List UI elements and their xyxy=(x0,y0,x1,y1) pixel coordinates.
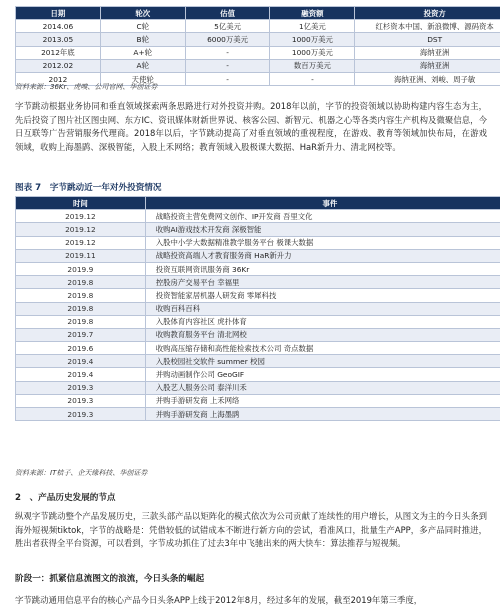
funding-table xyxy=(15,6,500,86)
table-cell: 并购动画制作公司 GeoGIF xyxy=(145,368,500,381)
table-row xyxy=(16,59,500,72)
table-cell: 2014.06 xyxy=(16,20,101,33)
investment-paragraph: 字节跳动根据业务协同和垂直领域探索两条思路进行对外投资并购。2018年以前，字节的投资领域以协助构建内容生态为主，先后投资了图片社区图虫网、东方IC、资讯媒体财新世界说、核客公园、新智元、机器之心等各类内容生产机构及微聚信息，今日互联等广告营销服务代理商。2018年以后，字节跳动提高了对垂直领域的重视程度，在游戏、教育等领域加快布局，在游戏领域，收购上海墨鹍、深极智能，入股上禾网络；教育领域入股极课大数据、HaR新升力、清北网校等。 xyxy=(15,101,487,152)
table-row xyxy=(16,355,500,368)
table-row xyxy=(16,249,500,262)
table-cell: 数百万美元 xyxy=(270,59,355,72)
events-table-header xyxy=(16,197,500,210)
table-cell: 1亿美元 xyxy=(270,20,355,33)
table-cell: DST xyxy=(355,33,500,46)
table-row xyxy=(16,394,500,407)
col-round-header: 轮次 xyxy=(100,7,185,20)
table-cell: 2019.4 xyxy=(16,355,146,368)
table-cell: - xyxy=(185,46,270,59)
table-cell: 2019.12 xyxy=(16,236,146,249)
table-cell: 收购高压缩存储和高性能检索技术公司 奇点数据 xyxy=(145,342,500,355)
table-cell: 红杉资本中国、新浪微博、源码资本 xyxy=(355,20,500,33)
stage-heading: 阶段一：抓紧信息流图文的浪流，今日头条的崛起 xyxy=(15,574,205,584)
table-row xyxy=(16,210,500,223)
table-cell: 投资智能家居机器人研发商 零犀科技 xyxy=(145,289,500,302)
table-row xyxy=(16,408,500,421)
table-cell: 2019.4 xyxy=(16,368,146,381)
table-cell: C轮 xyxy=(100,20,185,33)
table-cell: 2019.9 xyxy=(16,262,146,275)
col-valuation-header: 估值 xyxy=(185,7,270,20)
table-row xyxy=(16,33,500,46)
table1-source: 资料来源：36Kr、虎嗅、公司官网、华创证券 xyxy=(15,83,158,91)
figure-caption: 图表 7 字节跳动近一年对外投资情况 xyxy=(15,183,162,193)
table-row xyxy=(16,315,500,328)
table-row xyxy=(16,276,500,289)
table-row xyxy=(16,342,500,355)
table-row xyxy=(16,302,500,315)
table-cell: 6000万美元 xyxy=(185,33,270,46)
table-cell: A轮 xyxy=(100,59,185,72)
table-cell: 海纳亚洲 xyxy=(355,59,500,72)
table2-source: 资料来源：IT桔子、企天缘科技、华创证券 xyxy=(15,469,148,477)
table-cell: A+轮 xyxy=(100,46,185,59)
table-cell: 2019.8 xyxy=(16,302,146,315)
table-cell: - xyxy=(270,72,355,85)
col-investor-header: 投资方 xyxy=(355,7,500,20)
col-date-header: 日期 xyxy=(16,7,101,20)
table-cell: 海纳亚洲 xyxy=(355,46,500,59)
table-cell: 2019.3 xyxy=(16,381,146,394)
table-cell: - xyxy=(185,72,270,85)
table-cell: 2019.12 xyxy=(16,223,146,236)
table-cell: 收购百科百科 xyxy=(145,302,500,315)
table-cell: 2019.11 xyxy=(16,249,146,262)
table-row xyxy=(16,20,500,33)
table-cell: 5亿美元 xyxy=(185,20,270,33)
funding-table-header xyxy=(16,7,500,20)
table-cell: 2012年底 xyxy=(16,46,101,59)
table-cell: 入股校园社交软件 summer 校园 xyxy=(145,355,500,368)
table-cell: 海纳亚洲、刘峻、周子敏 xyxy=(355,72,500,85)
table-cell: 2019.12 xyxy=(16,210,146,223)
table-cell: 天使轮 xyxy=(100,72,185,85)
table-row xyxy=(16,223,500,236)
table-cell: 2019.3 xyxy=(16,408,146,421)
table-row xyxy=(16,289,500,302)
table-row xyxy=(16,381,500,394)
table-cell: 2019.8 xyxy=(16,289,146,302)
table-cell: 2019.7 xyxy=(16,328,146,341)
table-cell: 收购教育服务平台 清北网校 xyxy=(145,328,500,341)
table-row xyxy=(16,236,500,249)
table-row xyxy=(16,328,500,341)
table-cell: 投资互联网资讯服务商 36Kr xyxy=(145,262,500,275)
col-event-header: 事件 xyxy=(145,197,500,210)
table-cell: 1000万美元 xyxy=(270,33,355,46)
col-time-header: 时间 xyxy=(16,197,146,210)
table-cell: 2012 xyxy=(16,72,101,85)
table-cell: 控股房产交易平台 幸福里 xyxy=(145,276,500,289)
table-cell: B轮 xyxy=(100,33,185,46)
history-paragraph: 纵观字节跳动整个产品发展历史，三款头部产品以矩阵化的模式依次为公司贡献了连续性的用户增长，从图文为主的今日头条到海外短视频tiktok，字节的战略是：凭借较低的试错成本不断进行新方向的尝试，看准风口，批量生产APP，多产品同时推进，胜出者获得全平台资源，可以看到，字节成功抓住了过去3年中飞驰出来的两大快车：算法推荐与短视频。 xyxy=(15,511,487,549)
table-cell: 收购AI游戏技术开发商 深极智能 xyxy=(145,223,500,236)
table-cell: 入股中小学大数据精准教学服务平台 极课大数据 xyxy=(145,236,500,249)
table-cell: 2012.02 xyxy=(16,59,101,72)
table-cell: 2019.8 xyxy=(16,276,146,289)
table-cell: 入股艺人服务公司 泰洋川禾 xyxy=(145,381,500,394)
table-row xyxy=(16,46,500,59)
table-cell: 战略投资高端人才教育服务商 HaR新升力 xyxy=(145,249,500,262)
table-cell: 2019.3 xyxy=(16,394,146,407)
table-cell: 1000万美元 xyxy=(270,46,355,59)
table-row xyxy=(16,368,500,381)
table-row xyxy=(16,262,500,275)
table-cell: 入股体育内容社区 虎扑体育 xyxy=(145,315,500,328)
table-cell: 并购手游研发商 上禾网络 xyxy=(145,394,500,407)
col-amount-header: 融资额 xyxy=(270,7,355,20)
table-cell: 2019.8 xyxy=(16,315,146,328)
table-cell: 2019.6 xyxy=(16,342,146,355)
table-cell: - xyxy=(185,59,270,72)
toutiao-paragraph: 字节跳动通用信息平台的核心产品今日头条APP上线于2012年8月，经过多年的发展，截至2019年第三季度， xyxy=(15,595,423,605)
table-cell: 并购手游研发商 上海墨鹍 xyxy=(145,408,500,421)
investment-events-table xyxy=(15,196,500,421)
table-cell: 2013.05 xyxy=(16,33,101,46)
section-heading: 2 、产品历史发展的节点 xyxy=(15,493,116,503)
table-cell: 战略投资主营免费网文创作、IP开发商 吾里文化 xyxy=(145,210,500,223)
